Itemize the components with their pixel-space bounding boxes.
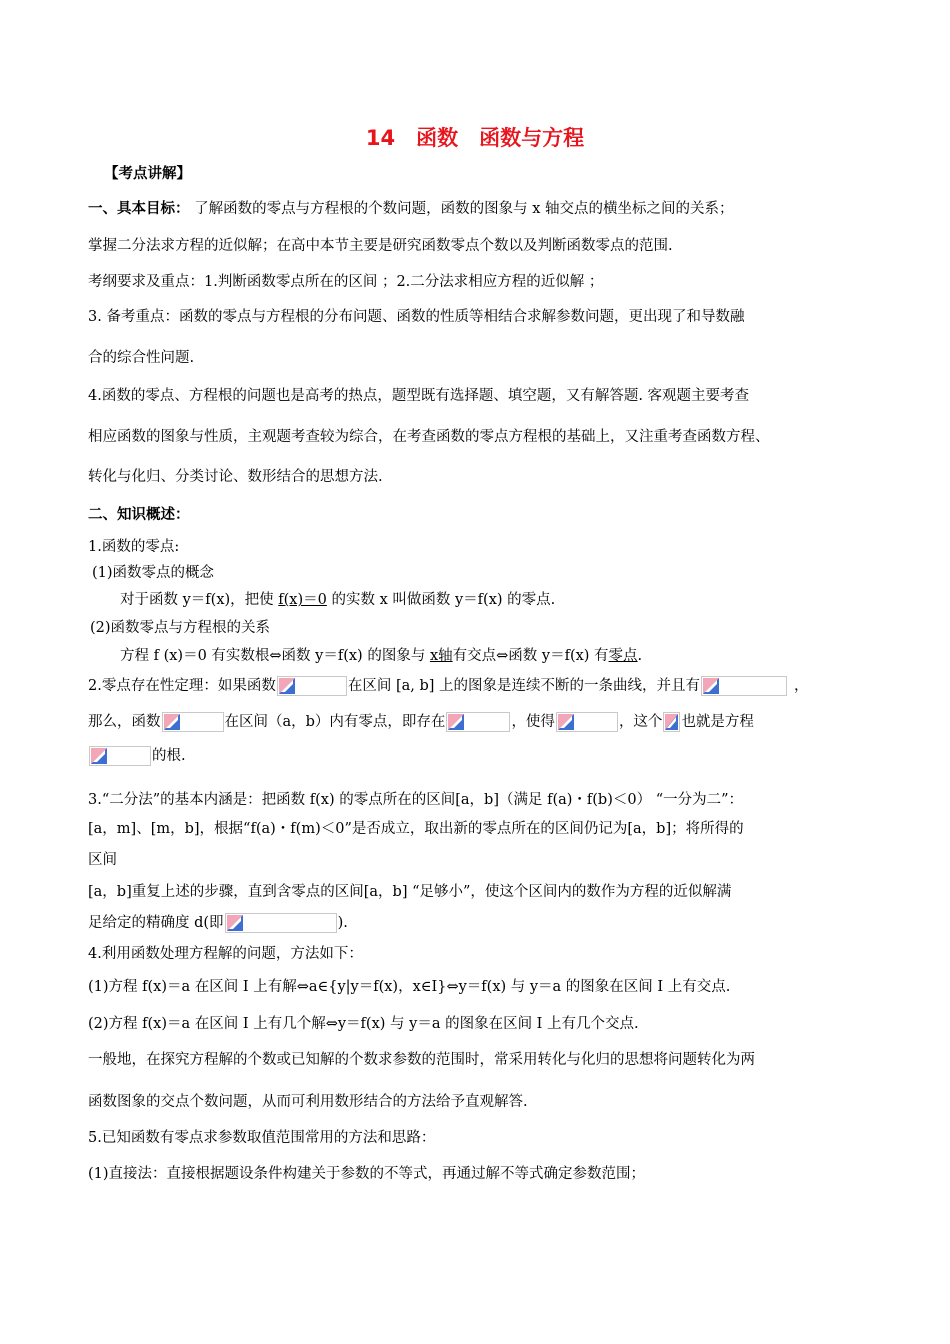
definition-text-b: 的实数 x 叫做函数 y＝f(x) 的零点.	[326, 592, 556, 608]
theorem-text-6: ，使得	[511, 714, 555, 730]
objectives-item-4a: 4.函数的零点、方程根的问题也是高考的热点，题型既有选择题、填空题，又有解答题. 客观题主要考查	[88, 388, 750, 404]
theorem-text-9: 的根.	[152, 748, 186, 764]
broken-image-icon	[277, 676, 347, 696]
relation-text-a: 方程 f (x)＝0 有实数根⇔函数 y＝f(x) 的图象与	[120, 648, 430, 664]
relation-underlined-2: 零点	[608, 648, 638, 664]
theorem-text-3: ，	[794, 678, 809, 694]
method-note-a: 一般地，在探究方程解的个数或已知解的个数求参数的范围时，常采用转化与化归的思想将问题转化为两	[88, 1052, 755, 1068]
objectives-line-1	[88, 199, 734, 219]
broken-image-icon	[89, 746, 151, 766]
objectives-item-3b: 合的综合性问题.	[88, 350, 195, 366]
objectives-label: 一、具本目标：	[88, 201, 190, 217]
relation-text-c: .	[637, 648, 643, 664]
method-item-1: (1)方程 f(x)＝a 在区间 I 上有解⇔a∈{y|y＝f(x)，x∈I}⇔y＝f(x) 与 y＝a 的图象在区间 I 上有交点.	[88, 979, 731, 995]
objectives-item-4c: 转化与化归、分类讨论、数形结合的思想方法.	[88, 469, 383, 485]
broken-image-icon	[162, 712, 224, 732]
bisection-text-a: 足给定的精确度 d(即	[88, 915, 224, 931]
existence-theorem-line-1	[88, 676, 809, 696]
bisection-line-4: [a，b]重复上述的步骤，直到含零点的区间[a，b] “足够小”，使这个区间内的数作为方程的近似解满	[88, 884, 732, 900]
theorem-text-2: 在区间 [a, b] 上的图象是连续不断的一条曲线，并且有	[347, 678, 701, 694]
theorem-text-5: 在区间（a，b）内有零点，即存在	[224, 714, 446, 730]
objectives-line-3: 考纲要求及重点：1.判断函数零点所在的区间 ；2.二分法求相应方程的近似解 ；	[88, 274, 604, 290]
definition-underlined: f(x)＝0	[278, 592, 327, 608]
parameter-title: 5.已知函数有零点求参数取值范围常用的方法和思路：	[88, 1130, 436, 1146]
relation-statement	[120, 646, 642, 666]
broken-image-icon	[446, 712, 510, 732]
broken-image-icon	[663, 712, 680, 732]
objectives-item-3a: 3. 备考重点：函数的零点与方程根的分布问题、函数的性质等相结合求解参数问题，更出现了和导数融	[88, 309, 745, 325]
zero-root-relation: (2)函数零点与方程根的关系	[90, 620, 271, 636]
theorem-text-1: 2.零点存在性定理：如果函数	[88, 678, 276, 694]
method-item-2: (2)方程 f(x)＝a 在区间 I 上有几个解⇔y＝f(x) 与 y＝a 的图象在区间 I 上有几个交点.	[88, 1016, 639, 1032]
zero-point-definition	[120, 590, 555, 610]
broken-image-icon	[701, 676, 787, 696]
definition-text-a: 对于函数 y＝f(x)，把使	[120, 592, 279, 608]
theorem-text-4: 那么，函数	[88, 714, 161, 730]
section-heading: 【考点讲解】	[104, 166, 191, 182]
theorem-text-7: ，这个	[618, 714, 663, 730]
theorem-text-8: 也就是方程	[681, 714, 754, 730]
bisection-line-3: 区间	[88, 852, 117, 868]
bisection-line-5	[88, 913, 348, 933]
bisection-line-1: 3.“二分法”的基本内涵是：把函数 f(x) 的零点所在的区间[a，b]（满足 f(a)・f(b)＜0） “一分为二”：	[88, 792, 744, 808]
parameter-item-1: (1)直接法：直接根据题设条件构建关于参数的不等式，再通过解不等式确定参数范围；	[88, 1166, 646, 1182]
bisection-text-b: ).	[337, 915, 348, 931]
broken-image-icon	[556, 712, 618, 732]
relation-underlined-1: x轴	[429, 648, 453, 664]
zero-point-title: 1.函数的零点:	[88, 539, 180, 555]
relation-text-b: 有交点⇔函数 y＝f(x) 有	[452, 648, 609, 664]
broken-image-icon	[225, 913, 337, 933]
objectives-item-4b: 相应函数的图象与性质，主观题考查较为综合，在考查函数的零点方程根的基础上，又注重考查函数方程、	[88, 429, 770, 445]
method-title: 4.利用函数处理方程解的问题，方法如下：	[88, 946, 363, 962]
objectives-text-1: 了解函数的零点与方程根的个数问题，函数的图象与 x 轴交点的横坐标之间的关系；	[194, 201, 734, 217]
existence-theorem-line-3	[88, 746, 186, 766]
bisection-line-2: [a，m]、[m，b]，根据“f(a)・f(m)＜0”是否成立，取出新的零点所在的区间仍记为[a，b]；将所得的	[88, 821, 744, 837]
page-title: 14 函数 函数与方程	[365, 126, 585, 150]
overview-label: 二、知识概述：	[88, 507, 190, 523]
zero-point-concept: (1)函数零点的概念	[92, 565, 215, 581]
existence-theorem-line-2	[88, 712, 754, 732]
method-note-b: 函数图象的交点个数问题，从而可利用数形结合的方法给予直观解答.	[88, 1094, 528, 1110]
objectives-line-2: 掌握二分法求方程的近似解；在高中本节主要是研究函数零点个数以及判断函数零点的范围.	[88, 238, 673, 254]
